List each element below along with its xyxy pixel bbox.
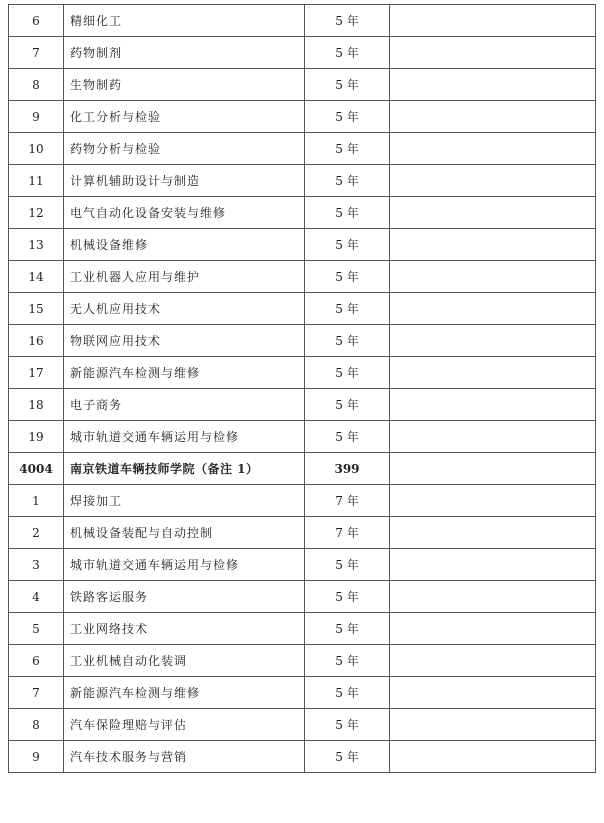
program-table-body xyxy=(9,5,596,773)
table-row xyxy=(9,197,596,229)
row-number: 6 xyxy=(9,645,64,677)
table-row xyxy=(9,581,596,613)
program-years: 5 年 xyxy=(305,325,390,357)
program-years: 5 年 xyxy=(305,741,390,773)
note-cell xyxy=(390,357,596,389)
row-number: 13 xyxy=(9,229,64,261)
program-name: 物联网应用技术 xyxy=(64,325,305,357)
note-cell xyxy=(390,101,596,133)
row-number: 8 xyxy=(9,709,64,741)
row-number: 9 xyxy=(9,741,64,773)
note-cell xyxy=(390,581,596,613)
program-years: 5 年 xyxy=(305,357,390,389)
program-years: 5 年 xyxy=(305,101,390,133)
row-number: 4004 xyxy=(9,453,64,485)
program-years: 5 年 xyxy=(305,133,390,165)
program-years: 5 年 xyxy=(305,165,390,197)
note-cell xyxy=(390,741,596,773)
program-years: 399 xyxy=(305,453,390,485)
program-table xyxy=(8,4,596,773)
table-row xyxy=(9,485,596,517)
note-cell xyxy=(390,421,596,453)
program-years: 5 年 xyxy=(305,709,390,741)
row-number: 1 xyxy=(9,485,64,517)
note-cell xyxy=(390,485,596,517)
program-name: 药物制剂 xyxy=(64,37,305,69)
table-row xyxy=(9,613,596,645)
table-row xyxy=(9,37,596,69)
program-name: 计算机辅助设计与制造 xyxy=(64,165,305,197)
note-cell xyxy=(390,229,596,261)
program-years: 5 年 xyxy=(305,229,390,261)
program-name: 电子商务 xyxy=(64,389,305,421)
program-name: 无人机应用技术 xyxy=(64,293,305,325)
school-header-row xyxy=(9,453,596,485)
program-years: 5 年 xyxy=(305,69,390,101)
note-cell xyxy=(390,37,596,69)
program-name: 生物制药 xyxy=(64,69,305,101)
program-name: 城市轨道交通车辆运用与检修 xyxy=(64,421,305,453)
program-name: 工业机器人应用与维护 xyxy=(64,261,305,293)
table-row xyxy=(9,549,596,581)
table-row xyxy=(9,709,596,741)
program-name: 机械设备装配与自动控制 xyxy=(64,517,305,549)
row-number: 7 xyxy=(9,677,64,709)
program-years: 5 年 xyxy=(305,197,390,229)
table-row xyxy=(9,677,596,709)
program-name: 铁路客运服务 xyxy=(64,581,305,613)
program-name: 化工分析与检验 xyxy=(64,101,305,133)
program-name: 焊接加工 xyxy=(64,485,305,517)
table-row xyxy=(9,645,596,677)
table-row xyxy=(9,517,596,549)
row-number: 14 xyxy=(9,261,64,293)
row-number: 16 xyxy=(9,325,64,357)
program-years: 5 年 xyxy=(305,261,390,293)
program-name: 汽车技术服务与营销 xyxy=(64,741,305,773)
row-number: 4 xyxy=(9,581,64,613)
row-number: 7 xyxy=(9,37,64,69)
row-number: 15 xyxy=(9,293,64,325)
note-cell xyxy=(390,165,596,197)
table-row xyxy=(9,69,596,101)
program-name: 工业机械自动化装调 xyxy=(64,645,305,677)
row-number: 19 xyxy=(9,421,64,453)
row-number: 12 xyxy=(9,197,64,229)
table-row xyxy=(9,357,596,389)
table-row xyxy=(9,101,596,133)
program-years: 5 年 xyxy=(305,5,390,37)
program-name: 机械设备维修 xyxy=(64,229,305,261)
table-row xyxy=(9,261,596,293)
table-row xyxy=(9,389,596,421)
row-number: 11 xyxy=(9,165,64,197)
program-name: 城市轨道交通车辆运用与检修 xyxy=(64,549,305,581)
program-name: 新能源汽车检测与维修 xyxy=(64,357,305,389)
note-cell xyxy=(390,5,596,37)
table-row xyxy=(9,293,596,325)
row-number: 6 xyxy=(9,5,64,37)
program-years: 5 年 xyxy=(305,421,390,453)
table-row xyxy=(9,165,596,197)
program-years: 7 年 xyxy=(305,517,390,549)
note-cell xyxy=(390,261,596,293)
row-number: 9 xyxy=(9,101,64,133)
row-number: 8 xyxy=(9,69,64,101)
row-number: 17 xyxy=(9,357,64,389)
program-name: 新能源汽车检测与维修 xyxy=(64,677,305,709)
row-number: 5 xyxy=(9,613,64,645)
program-years: 5 年 xyxy=(305,677,390,709)
note-cell xyxy=(390,613,596,645)
note-cell xyxy=(390,549,596,581)
row-number: 3 xyxy=(9,549,64,581)
table-row xyxy=(9,325,596,357)
note-cell xyxy=(390,69,596,101)
program-years: 5 年 xyxy=(305,613,390,645)
program-years: 5 年 xyxy=(305,293,390,325)
note-cell xyxy=(390,389,596,421)
program-years: 7 年 xyxy=(305,485,390,517)
program-years: 5 年 xyxy=(305,645,390,677)
table-row xyxy=(9,133,596,165)
note-cell xyxy=(390,517,596,549)
note-cell xyxy=(390,453,596,485)
program-name: 工业网络技术 xyxy=(64,613,305,645)
table-row xyxy=(9,741,596,773)
table-row xyxy=(9,229,596,261)
program-name: 汽车保险理赔与评估 xyxy=(64,709,305,741)
program-years: 5 年 xyxy=(305,549,390,581)
note-cell xyxy=(390,197,596,229)
table-row xyxy=(9,5,596,37)
row-number: 10 xyxy=(9,133,64,165)
row-number: 18 xyxy=(9,389,64,421)
program-years: 5 年 xyxy=(305,37,390,69)
program-name: 南京铁道车辆技师学院（备注 1） xyxy=(64,453,305,485)
program-name: 电气自动化设备安装与维修 xyxy=(64,197,305,229)
row-number: 2 xyxy=(9,517,64,549)
program-years: 5 年 xyxy=(305,389,390,421)
note-cell xyxy=(390,709,596,741)
table-row xyxy=(9,421,596,453)
note-cell xyxy=(390,293,596,325)
program-name: 精细化工 xyxy=(64,5,305,37)
note-cell xyxy=(390,645,596,677)
note-cell xyxy=(390,133,596,165)
program-years: 5 年 xyxy=(305,581,390,613)
note-cell xyxy=(390,677,596,709)
program-name: 药物分析与检验 xyxy=(64,133,305,165)
note-cell xyxy=(390,325,596,357)
